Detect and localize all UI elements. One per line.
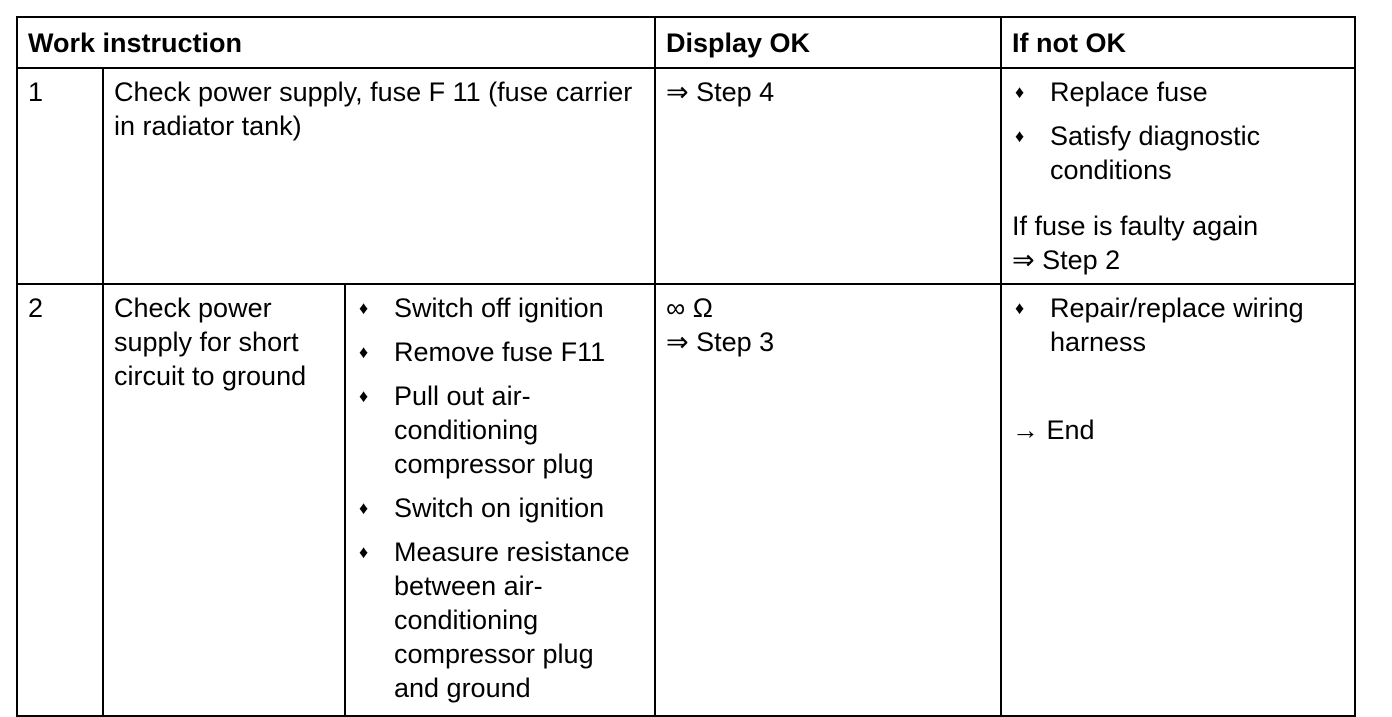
header-if-not-ok: If not OK	[1001, 17, 1355, 68]
fault-note-line: If fuse is faulty again	[1012, 211, 1259, 241]
diamond-bullet-icon: ♦	[359, 498, 369, 518]
header-display-ok: Display OK	[655, 17, 1001, 68]
list-item	[356, 335, 644, 369]
display-ok-line: ⇒ Step 4	[666, 77, 775, 107]
if-not-ok-cell	[1001, 68, 1355, 284]
list-item-text: Satisfy diagnostic conditions	[1050, 121, 1261, 185]
list-item-text: Pull out air-conditioning compressor plug	[394, 381, 594, 479]
list-item-text: Replace fuse	[1050, 77, 1208, 107]
step-number: 2	[17, 284, 103, 716]
diamond-bullet-icon: ♦	[359, 298, 369, 318]
list-item-text: Repair/replace wiring harness	[1050, 293, 1304, 357]
display-ok-reading: ∞ Ω	[666, 293, 713, 323]
diamond-bullet-icon: ♦	[1015, 298, 1025, 318]
instruction-text: Check power supply for short circuit to ground	[103, 284, 345, 716]
display-ok-cell	[655, 68, 1001, 284]
diamond-bullet-icon: ♦	[359, 342, 369, 362]
table-row	[17, 68, 1355, 284]
if-not-ok-list	[1012, 291, 1344, 359]
header-row	[17, 17, 1355, 68]
list-item	[1012, 119, 1344, 187]
actions-list	[356, 291, 644, 705]
work-instruction-table	[16, 16, 1356, 717]
header-work-instruction: Work instruction	[17, 17, 655, 68]
if-not-ok-cell	[1001, 284, 1355, 716]
diamond-bullet-icon: ♦	[359, 542, 369, 562]
list-item	[1012, 291, 1344, 359]
if-not-ok-list	[1012, 75, 1344, 187]
list-item	[356, 491, 644, 525]
list-item	[1012, 75, 1344, 109]
end-marker: → End	[1012, 415, 1095, 445]
instruction-text: Check power supply, fuse F 11 (fuse carrier in radiator tank)	[103, 68, 655, 284]
list-item-text: Switch on ignition	[394, 493, 605, 523]
list-item-text: Measure resistance between air-conditioning compressor plug and ground	[394, 537, 630, 703]
display-ok-cell	[655, 284, 1001, 716]
list-item	[356, 535, 644, 705]
display-ok-line: ⇒ Step 3	[666, 327, 775, 357]
list-item	[356, 291, 644, 325]
table-row	[17, 284, 1355, 716]
diamond-bullet-icon: ♦	[1015, 82, 1025, 102]
fault-note-step: ⇒ Step 2	[1012, 245, 1121, 275]
list-item	[356, 379, 644, 481]
list-item-text: Remove fuse F11	[394, 337, 606, 367]
actions-cell	[345, 284, 655, 716]
list-item-text: Switch off ignition	[394, 293, 604, 323]
diamond-bullet-icon: ♦	[359, 386, 369, 406]
fault-note	[1012, 209, 1344, 277]
diamond-bullet-icon: ♦	[1015, 126, 1025, 146]
step-number: 1	[17, 68, 103, 284]
